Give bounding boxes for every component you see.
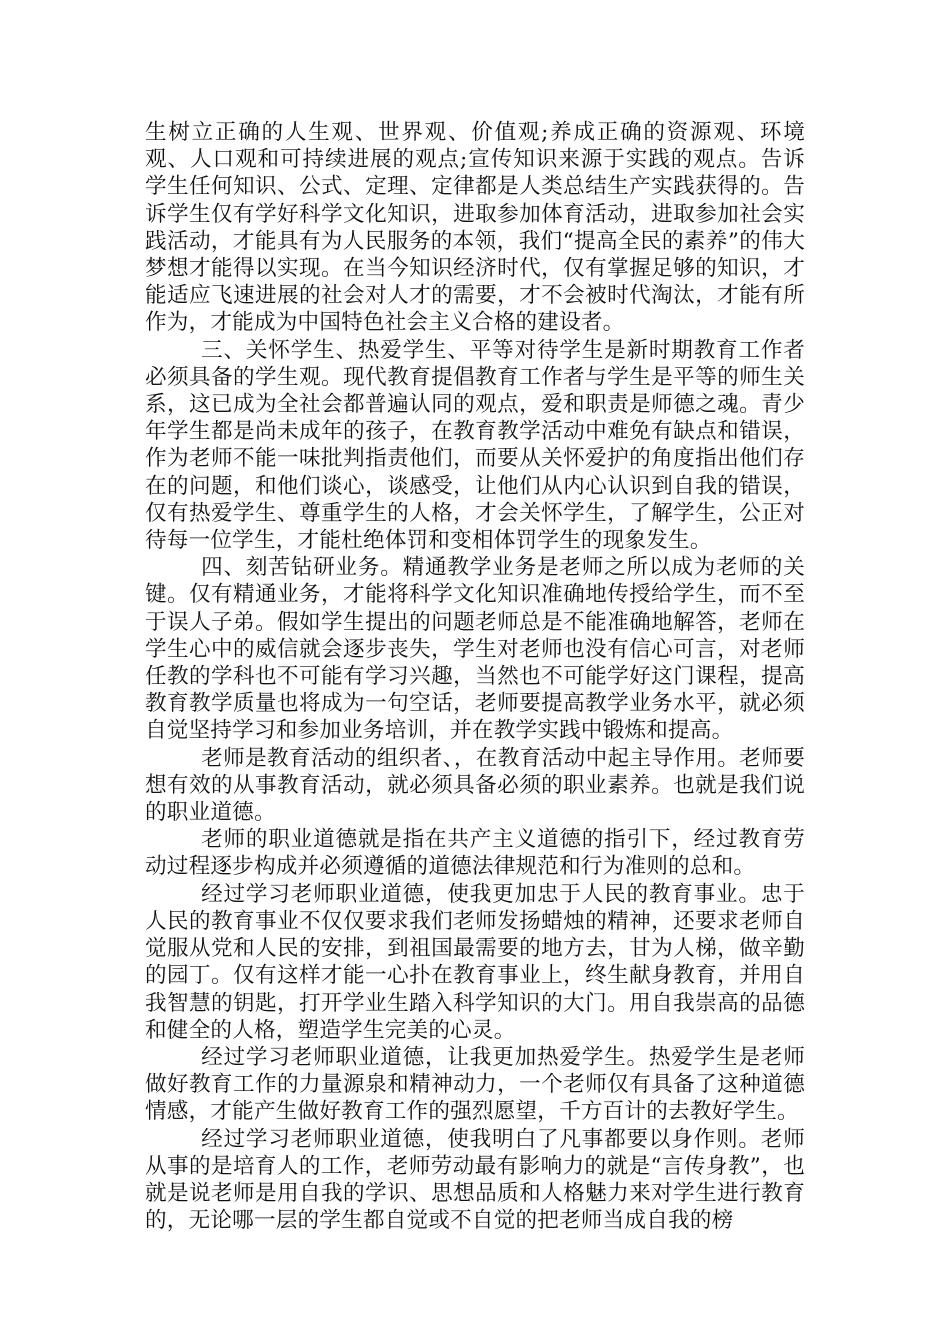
paragraph-7: 经过学习老师职业道德，让我更加热爱学生。热爱学生是老师做好教育工作的力量源泉和精神动力，一个老师仅有具备了这种道德情感，才能产生做好教育工作的强烈愿望，千方百计的去教好学生。 [145,1044,805,1125]
paragraph-3: 四、刻苦钻研业务。精通教学业务是老师之所以成为老师的关键。仅有精通业务，才能将科学文化知识准确地传授给学生，而不至于误人子弟。假如学生提出的问题老师总是不能准确地解答，老师在学生心中的威信就会逐步丧失，学生对老师也没有信心可言，对老师任教的学科也不可能有学习兴趣，当然也不可能学好这门课程，提高教育教学质量也将成为一句空话，老师要提高教学业务水平，就必须自觉坚持学习和参加业务培训，并在教学实践中锻炼和提高。 [145,555,805,744]
paragraph-1: 生树立正确的人生观、世界观、价值观;养成正确的资源观、环境观、人口观和可持续进展的观点;宣传知识来源于实践的观点。告诉学生任何知识、公式、定理、定律都是人类总结生产实践获得的。告诉学生仅有学好科学文化知识，进取参加体育活动，进取参加社会实践活动，才能具有为人民服务的本领，我们“提高全民的素养”的伟大梦想才能得以实现。在当今知识经济时代，仅有掌握足够的知识，才能适应飞速进展的社会对人才的需要，才不会被时代淘汰，才能有所作为，才能成为中国特色社会主义合格的建设者。 [145,120,805,336]
paragraph-4: 老师是教育活动的组织者、，在教育活动中起主导作用。老师要想有效的从事教育活动，就必须具备必须的职业素养。也就是我们说的职业道德。 [145,745,805,826]
paragraph-8: 经过学习老师职业道德，使我明白了凡事都要以身作则。老师从事的是培育人的工作，老师劳动最有影响力的就是“言传身教”，也就是说老师是用自我的学识、思想品质和人格魅力来对学生进行教育的，无论哪一层的学生都自觉或不自觉的把老师当成自我的榜 [145,1126,805,1234]
paragraph-2: 三、关怀学生、热爱学生、平等对待学生是新时期教育工作者必须具备的学生观。现代教育提倡教育工作者与学生是平等的师生关系，这已成为全社会都普遍认同的观点，爱和职责是师德之魂。青少年学生都是尚未成年的孩子，在教育教学活动中难免有缺点和错误，作为老师不能一味批判指责他们，而要从关怀爱护的角度指出他们存在的问题，和他们谈心，谈感受，让他们从内心认识到自我的错误，仅有热爱学生、尊重学生的人格，才会关怀学生，了解学生，公正对待每一位学生，才能杜绝体罚和变相体罚学生的现象发生。 [145,337,805,554]
document-page [145,119,805,1234]
paragraph-6: 经过学习老师职业道德，使我更加忠于人民的教育事业。忠于人民的教育事业不仅仅要求我们老师发扬蜡烛的精神，还要求老师自觉服从党和人民的安排，到祖国最需要的地方去，甘为人梯，做辛勤的园丁。仅有这样才能一心扑在教育事业上，终生献身教育，并用自我智慧的钥匙，打开学业生踏入科学知识的大门。用自我崇高的品德和健全的人格，塑造学生完美的心灵。 [145,881,805,1043]
paragraph-5: 老师的职业道德就是指在共产主义道德的指引下，经过教育劳动过程逐步构成并必须遵循的道德法律规范和行为准则的总和。 [145,827,805,880]
